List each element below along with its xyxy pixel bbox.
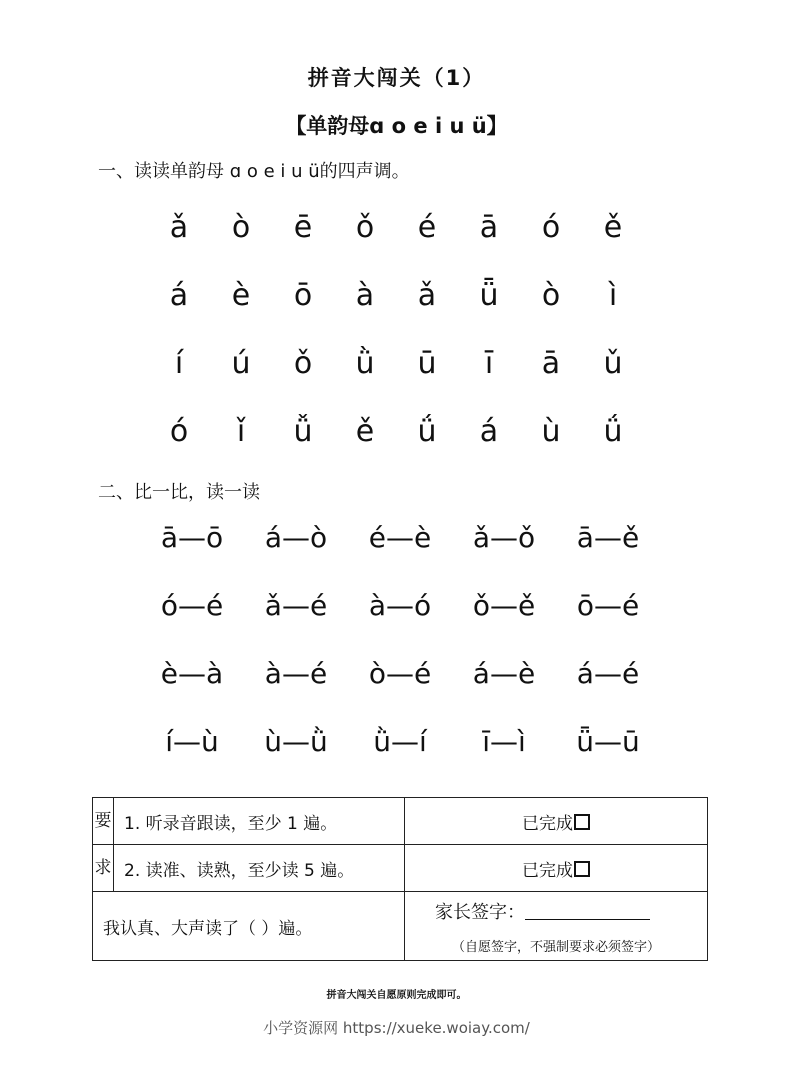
compare-grid (140, 516, 660, 788)
page-subtitle: 【单韵母ɑ o e i u ü】 (285, 114, 508, 138)
pinyin-item: ā (541, 346, 561, 381)
pinyin-item: á (169, 278, 189, 313)
pinyin-item: ǒ—ě (472, 589, 536, 622)
checkbox-icon[interactable] (574, 814, 590, 830)
pinyin-item: ǐ (236, 414, 246, 449)
pinyin-item: á—é (576, 657, 640, 690)
pinyin-item: é (417, 210, 437, 245)
req-label-bottom: 求 (93, 845, 114, 892)
pinyin-item: ǜ—í (373, 725, 427, 758)
signature-line[interactable] (525, 905, 650, 920)
pinyin-item: ī—ì (482, 725, 526, 758)
pinyin-item: ǘ (603, 414, 623, 449)
pinyin-item: ù (541, 414, 561, 449)
pinyin-item: ǒ (355, 210, 375, 245)
pinyin-item: ē (293, 210, 313, 245)
pinyin-item: ǎ (169, 210, 189, 245)
page-title: 拼音大闯关（1） (307, 66, 486, 90)
pinyin-item: à—é (264, 657, 328, 690)
req-done-2 (405, 845, 708, 892)
req-done-1 (405, 798, 708, 845)
pinyin-item: á—ò (264, 521, 328, 554)
pinyin-item: ū (417, 346, 437, 381)
pinyin-item: ǖ—ū (576, 725, 640, 758)
pinyin-item: ī (484, 346, 494, 381)
pinyin-item: ǘ (417, 414, 437, 449)
parent-sign-cell (405, 892, 708, 961)
pinyin-item: è (231, 278, 251, 313)
done-label: 已完成 (522, 860, 573, 881)
pinyin-item: ò—é (368, 657, 432, 690)
pinyin-item: í (174, 346, 184, 381)
req-item-2: 2. 读准、读熟，至少读 5 遍。 (114, 845, 405, 892)
pinyin-item: á (479, 414, 499, 449)
req-item-1: 1. 听录音跟读，至少 1 遍。 (114, 798, 405, 845)
pinyin-item: ǖ (479, 278, 499, 313)
pinyin-item: ō (293, 278, 313, 313)
pinyin-item: ā—ě (576, 521, 640, 554)
pinyin-item: ú (231, 346, 251, 381)
pinyin-item: à (355, 278, 375, 313)
pinyin-item: ǎ (417, 278, 437, 313)
parent-sign-label: 家长签字： (435, 901, 525, 923)
pinyin-item: ó (541, 210, 561, 245)
pinyin-item: ǎ—ǒ (472, 521, 536, 554)
sign-note: （自愿签字，不强制要求必须签字） (451, 939, 660, 955)
pinyin-item: ā (479, 210, 499, 245)
pinyin-item: í—ù (165, 725, 219, 758)
pinyin-item: á—è (472, 657, 536, 690)
pinyin-item: ò (231, 210, 251, 245)
pinyin-item: à—ó (368, 589, 432, 622)
pinyin-item: ù—ǜ (264, 725, 328, 758)
pinyin-item: é—è (368, 521, 432, 554)
req-label-top: 要 (93, 798, 114, 845)
pinyin-item: ó (169, 414, 189, 449)
watermark: 小学资源网 https://xueke.woiay.com/ (263, 1019, 530, 1037)
pinyin-item: ǔ (603, 346, 623, 381)
footnote: 拼音大闯关自愿原则完成即可。 (326, 990, 467, 1001)
done-label: 已完成 (522, 813, 573, 834)
pinyin-item: ǎ—é (264, 589, 328, 622)
section2-heading: 二、比一比，读一读 (98, 482, 260, 503)
pinyin-item: ǜ (355, 346, 375, 381)
read-times[interactable]: 我认真、大声读了（ ）遍。 (93, 892, 405, 961)
pinyin-item: ó—é (160, 589, 224, 622)
pinyin-item: ǒ (293, 346, 313, 381)
pinyin-item: ò (541, 278, 561, 313)
pinyin-item: ǚ (293, 414, 313, 449)
pinyin-item: ì (608, 278, 618, 313)
section1-heading: 一、读读单韵母 ɑ o e i u ü的四声调。 (98, 161, 410, 182)
pinyin-item: ā—ō (160, 521, 224, 554)
requirements-table (92, 797, 708, 961)
tone-grid (148, 206, 648, 478)
pinyin-item: ō—é (576, 589, 640, 622)
pinyin-item: è—à (160, 657, 224, 690)
checkbox-icon[interactable] (574, 861, 590, 877)
pinyin-item: ě (603, 210, 623, 245)
pinyin-item: ě (355, 414, 375, 449)
